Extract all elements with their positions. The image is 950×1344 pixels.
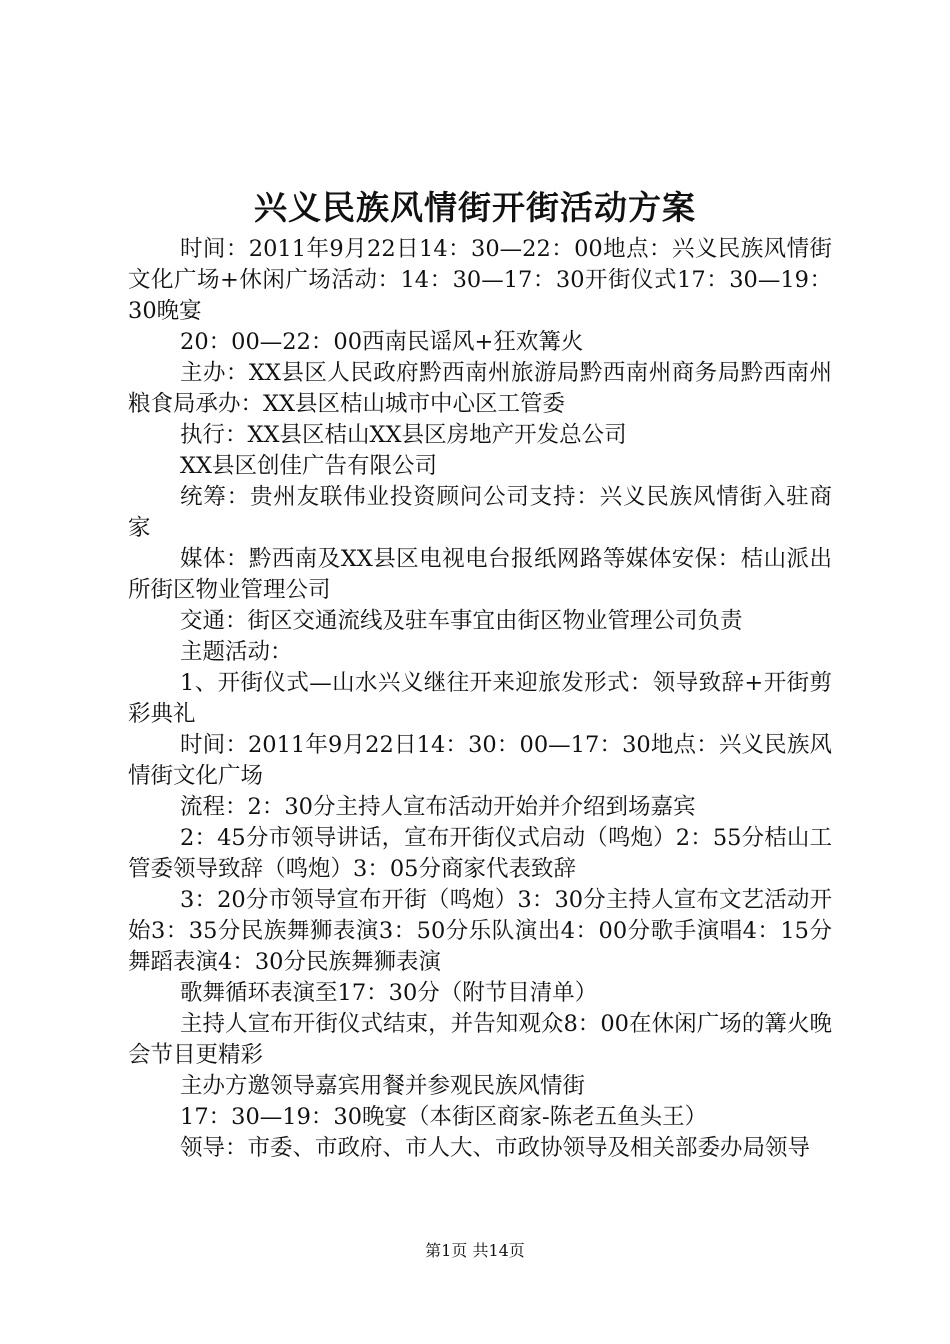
paragraph: 17：30—19：30晚宴（本街区商家-陈老五鱼头王）	[180, 1104, 708, 1130]
paragraph: 时间：2011年9月22日14：30：00—17：30地点：兴义民族风情街文化广场	[128, 732, 832, 789]
paragraph: 执行：XX县区桔山XX县区房地产开发总公司	[180, 422, 627, 448]
paragraph: 20：00—22：00西南民谣风+狂欢篝火	[180, 329, 584, 355]
paragraph: 主持人宣布开街仪式结束，并告知观众8：00在休闲广场的篝火晚会节目更精彩	[128, 1011, 832, 1068]
paragraph: 主办方邀领导嘉宾用餐并参观民族风情街	[180, 1073, 586, 1099]
paragraph: 3：20分市领导宣布开街（鸣炮）3：30分主持人宣布文艺活动开始3：35分民族舞狮表演3：50分乐队演出4：00分歌手演唱4：15分舞蹈表演4：30分民族舞狮表演	[128, 887, 832, 975]
document-title: 兴义民族风情街开街活动方案	[254, 188, 696, 227]
paragraph: 媒体：黔西南及XX县区电视电台报纸网路等媒体安保：桔山派出所街区物业管理公司	[128, 546, 832, 603]
paragraph: 歌舞循环表演至17：30分（附节目清单）	[180, 980, 598, 1006]
paragraph: XX县区创佳广告有限公司	[180, 453, 438, 479]
document-body	[128, 234, 832, 1164]
paragraph: 统筹：贵州友联伟业投资顾问公司支持：兴义民族风情街入驻商家	[128, 484, 832, 541]
paragraph: 领导：市委、市政府、市人大、市政协领导及相关部委办局领导	[180, 1135, 811, 1161]
paragraph: 交通：街区交通流线及驻车事宜由街区物业管理公司负责	[180, 608, 743, 634]
paragraph: 1、开街仪式—山水兴义继往开来迎旅发形式：领导致辞+开街剪彩典礼	[128, 670, 832, 727]
paragraph: 流程：2：30分主持人宣布活动开始并介绍到场嘉宾	[180, 794, 696, 820]
paragraph: 时间：2011年9月22日14：30—22：00地点：兴义民族风情街文化广场+休闲广场活动：14：30—17：30开街仪式17：30—19：30晚宴	[128, 236, 832, 324]
page-footer: 第1页 共14页	[425, 1241, 525, 1260]
paragraph: 主办：XX县区人民政府黔西南州旅游局黔西南州商务局黔西南州粮食局承办：XX县区桔山城市中心区工管委	[128, 360, 832, 417]
paragraph: 2：45分市领导讲话，宣布开街仪式启动（鸣炮）2：55分桔山工管委领导致辞（鸣炮）3：05分商家代表致辞	[128, 825, 832, 882]
paragraph: 主题活动：	[180, 639, 293, 665]
